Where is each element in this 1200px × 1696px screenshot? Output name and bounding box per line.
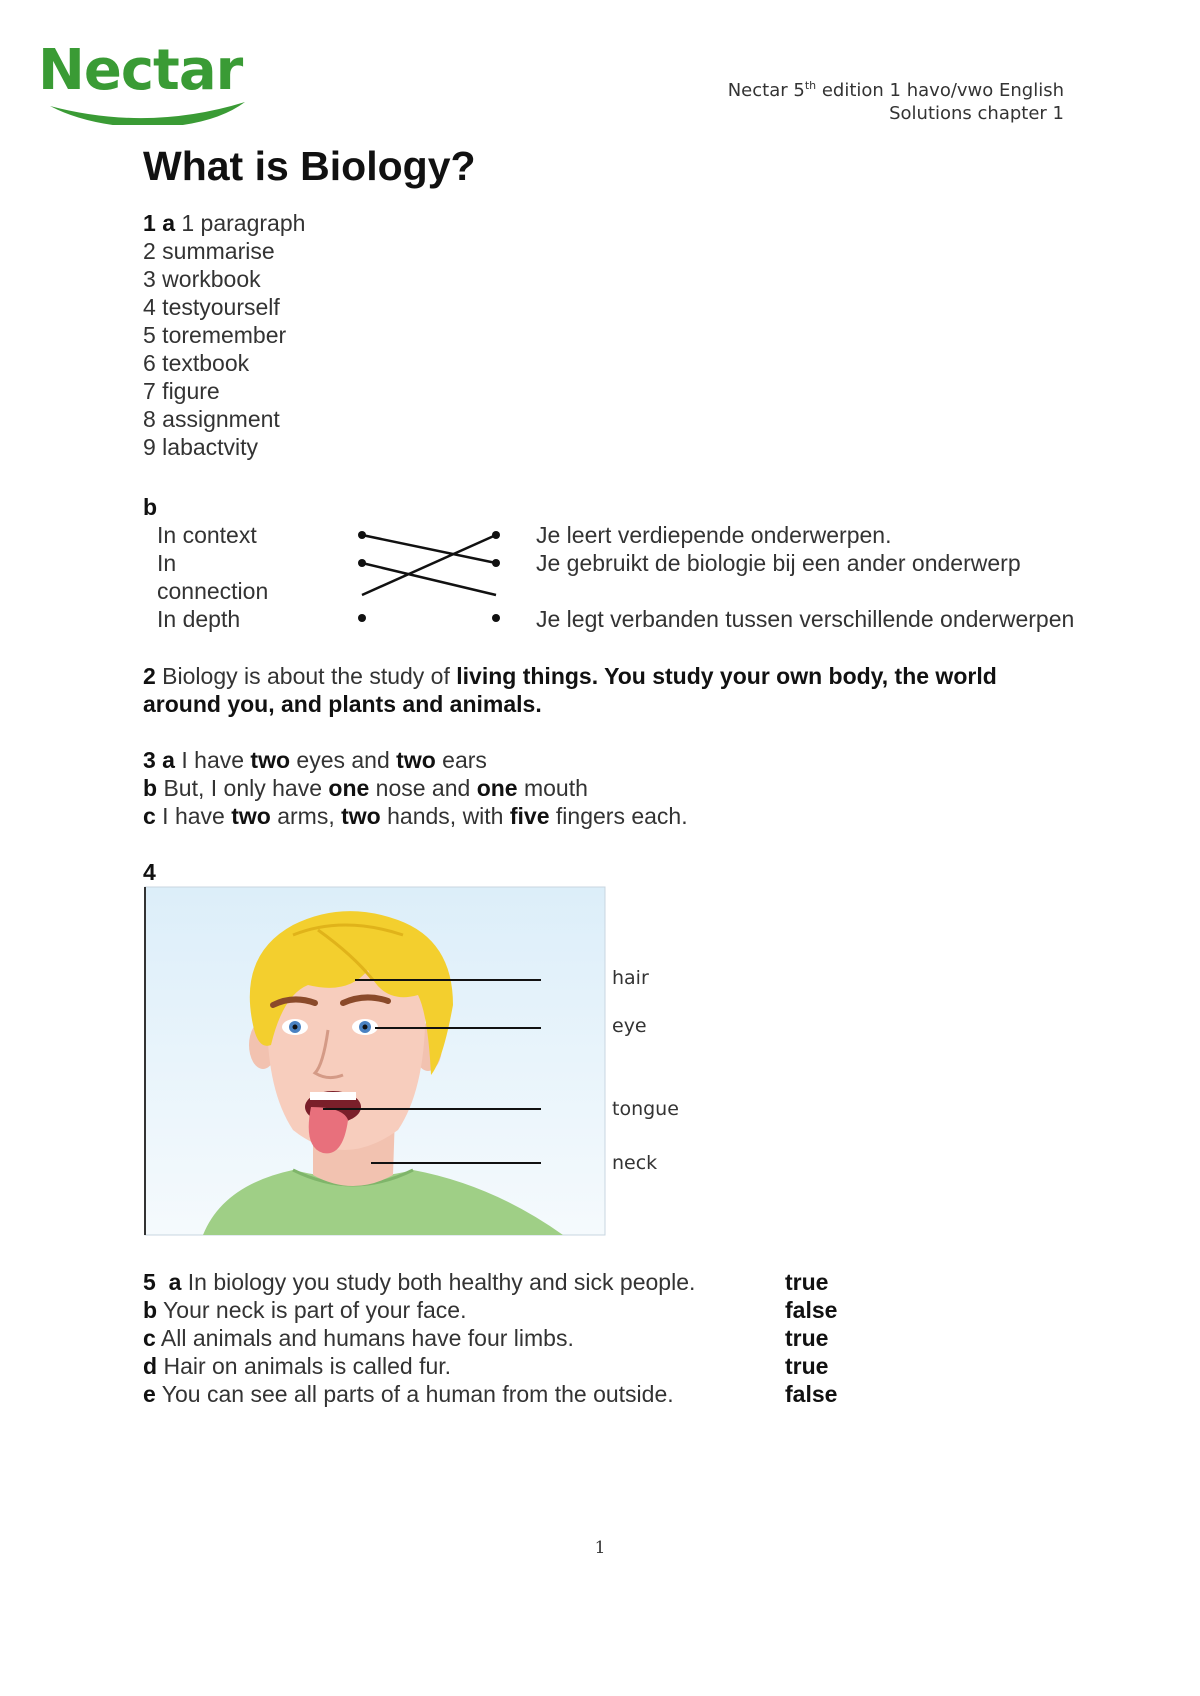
- list-item: 5 toremember: [143, 322, 287, 348]
- q2-line-1: [143, 662, 997, 690]
- q2-line-2: around you, and plants and animals.: [143, 691, 542, 717]
- q5-row-a: [143, 1268, 695, 1296]
- q5-letter: b: [143, 1297, 158, 1323]
- match-left-2: In: [157, 550, 177, 576]
- q1-part-a: a: [162, 210, 175, 236]
- list-item: 7 figure: [143, 378, 220, 404]
- list-item: 6 textbook: [143, 350, 250, 376]
- q5-text: In biology you study both healthy and sick people.: [187, 1269, 696, 1295]
- q5-answer-e: false: [785, 1381, 838, 1407]
- q3-b-b1: one: [328, 775, 370, 801]
- q5-text: Hair on animals is called fur.: [163, 1353, 452, 1379]
- q1-number: 1: [143, 210, 156, 236]
- q3-c-b2: two: [341, 803, 381, 829]
- label-hair: hair: [612, 967, 649, 989]
- q3-c-t4: fingers each.: [549, 803, 688, 829]
- q3-b: [143, 774, 588, 802]
- q2-text: Biology is about the study of: [155, 663, 457, 689]
- list-item: 4 testyourself: [143, 294, 280, 320]
- q5-row-e: [143, 1380, 674, 1408]
- q1-item-text: 1 paragraph: [181, 210, 306, 236]
- list-item: [143, 209, 305, 237]
- q3-b-t2: nose and: [369, 775, 477, 801]
- q5-answer-a: true: [785, 1269, 829, 1295]
- label-tongue: tongue: [612, 1098, 679, 1120]
- q5-answer-d: true: [785, 1353, 829, 1379]
- q3-a-b2: two: [396, 747, 436, 773]
- q3-a-b1: two: [250, 747, 291, 773]
- list-item: 2 summarise: [143, 238, 275, 264]
- q3-a: [143, 746, 487, 774]
- q5-row-c: [143, 1324, 574, 1352]
- list-item: 9 labactvity: [143, 434, 259, 460]
- q4-number: 4: [143, 859, 156, 885]
- q3-c-t2: arms,: [270, 803, 342, 829]
- match-left-4: In depth: [157, 606, 241, 632]
- label-eye: eye: [612, 1015, 647, 1037]
- q5-row-d: [143, 1352, 451, 1380]
- q3-a-t2: eyes and: [290, 747, 397, 773]
- q5-letter: d: [143, 1353, 158, 1379]
- q3-a-t3: ears: [435, 747, 487, 773]
- q1-list: [143, 209, 305, 461]
- match-left-1: In context: [157, 522, 257, 548]
- q5-text: All animals and humans have four limbs.: [160, 1325, 574, 1351]
- q3-a-t1: I have: [174, 747, 251, 773]
- matching-lines: [350, 520, 510, 630]
- logo-swoosh-icon: [38, 40, 253, 125]
- q5-letter: a: [168, 1269, 182, 1295]
- list-item: 8 assignment: [143, 406, 280, 432]
- q3-c-t1: I have: [155, 803, 232, 829]
- face-illustration: [143, 885, 683, 1240]
- q3-b-t1: But, I only have: [157, 775, 329, 801]
- chapter-subtitle: Solutions chapter 1: [889, 103, 1064, 124]
- edition-sup: th: [804, 79, 817, 92]
- q5-number: 5: [143, 1269, 156, 1295]
- list-item: 3 workbook: [143, 266, 261, 292]
- nectar-logo: [38, 40, 253, 125]
- q3-c-b1: two: [231, 803, 271, 829]
- page-title: What is Biology?: [143, 143, 476, 189]
- label-neck: neck: [612, 1152, 658, 1174]
- match-left-3: connection: [157, 578, 269, 604]
- q3-a-label: 3 a: [143, 747, 175, 773]
- q5-letter: e: [143, 1381, 156, 1407]
- match-right-2: Je gebruikt de biologie bij een ander onderwerp: [536, 550, 1021, 576]
- q5-text: You can see all parts of a human from the outside.: [161, 1381, 674, 1407]
- logo-text: Nectar: [38, 38, 243, 103]
- q3-c-t3: hands, with: [380, 803, 510, 829]
- q5-row-b: [143, 1296, 466, 1324]
- q2-bold-1: living things. You study your own body, the world: [456, 663, 997, 689]
- q1-part-b: b: [143, 494, 158, 520]
- q5-answer-b: false: [785, 1297, 838, 1323]
- q5-letter: c: [143, 1325, 156, 1351]
- match-right-1: Je leert verdiepende onderwerpen.: [536, 522, 892, 548]
- q3-b-b2: one: [476, 775, 518, 801]
- q3-b-t3: mouth: [517, 775, 588, 801]
- q3-c: [143, 802, 688, 830]
- q3-c-label: c: [143, 803, 156, 829]
- page-number: 1: [594, 1538, 606, 1558]
- edition-suffix: edition 1 havo/vwo English: [816, 80, 1064, 101]
- q2-number: 2: [143, 663, 156, 689]
- edition-prefix: Nectar 5: [727, 80, 805, 101]
- q5-text: Your neck is part of your face.: [163, 1297, 467, 1323]
- q5-answer-c: true: [785, 1325, 829, 1351]
- q3-b-label: b: [143, 775, 158, 801]
- q3-c-b3: five: [509, 803, 550, 829]
- match-right-3: Je legt verbanden tussen verschillende onderwerpen: [536, 606, 1075, 632]
